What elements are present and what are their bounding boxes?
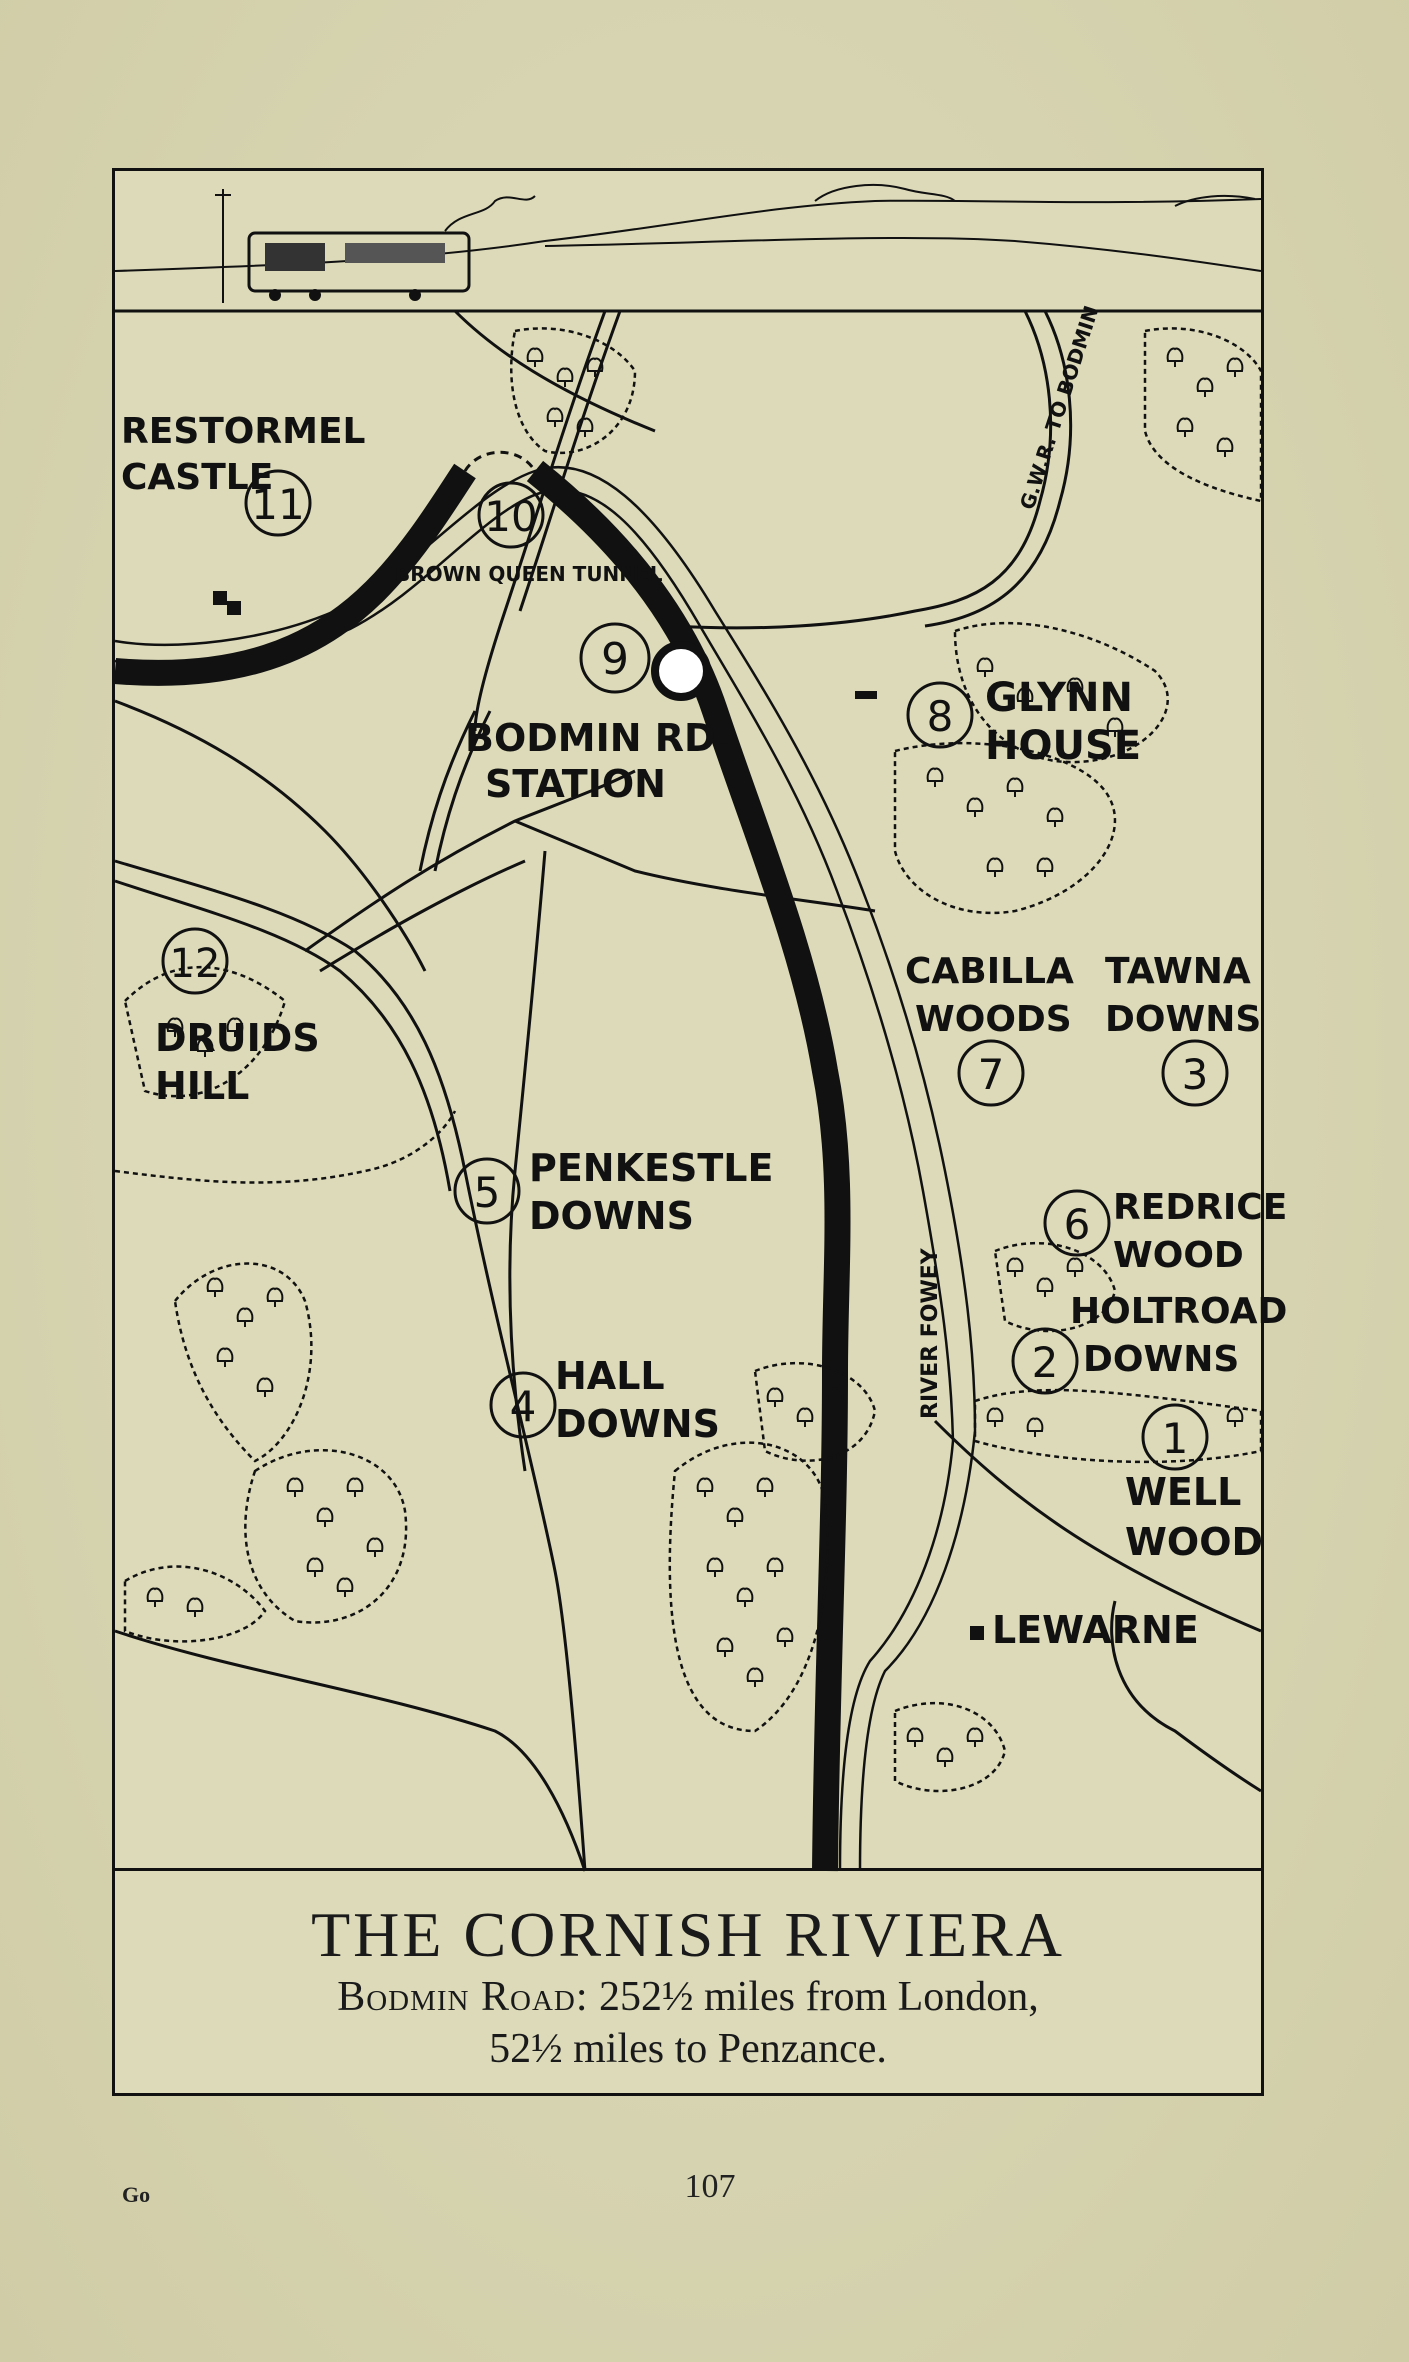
label-cabilla-2: WOODS	[915, 999, 1072, 1040]
marker-4: 4	[509, 1382, 537, 1431]
label-glynn-2: HOUSE	[985, 723, 1142, 769]
label-well-2: WOOD	[1125, 1520, 1264, 1564]
glynn-house-marker	[855, 691, 877, 699]
caption-distance-line	[112, 1971, 1264, 2023]
label-druids-1: DRUIDS	[155, 1016, 320, 1060]
marker-10: 10	[484, 492, 538, 541]
label-hall-2: DOWNS	[555, 1402, 720, 1446]
restormel-castle-marker-2	[227, 601, 241, 615]
marker-5: 5	[473, 1168, 501, 1217]
label-holtroad-1: HOLTROAD	[1070, 1291, 1288, 1332]
marker-3: 3	[1181, 1050, 1209, 1099]
lewarne-marker	[970, 1626, 984, 1640]
label-tawna-1: TAWNA	[1105, 951, 1251, 992]
marker-9: 9	[601, 634, 629, 685]
header-vignette	[115, 185, 1261, 311]
label-hall-1: HALL	[555, 1354, 665, 1398]
marker-7: 7	[977, 1050, 1005, 1099]
label-penkestle-1: PENKESTLE	[529, 1146, 774, 1190]
marker-12: 12	[169, 941, 221, 987]
marker-8: 8	[926, 692, 954, 741]
page-number: 107	[684, 2168, 736, 2205]
marker-1: 1	[1161, 1414, 1189, 1463]
signature-mark: Go	[122, 2182, 151, 2207]
label-glynn-1: GLYNN	[985, 675, 1134, 721]
label-restormel-1: RESTORMEL	[121, 411, 366, 452]
marker-2: 2	[1031, 1338, 1059, 1387]
marker-6: 6	[1063, 1200, 1091, 1249]
label-lewarne: LEWARNE	[992, 1608, 1199, 1652]
map-frame	[112, 168, 1288, 2096]
label-river-fowey: RIVER FOWEY	[918, 1248, 943, 1419]
map-illustration	[115, 171, 1288, 1871]
label-cabilla-1: CABILLA	[905, 951, 1074, 992]
bodmin-branch-railway	[675, 311, 1071, 628]
label-penkestle-2: DOWNS	[529, 1194, 694, 1238]
caption-distance-london: 252½ miles from London,	[599, 1974, 1039, 2020]
caption-station-name: Bodmin Road:	[337, 1974, 589, 2020]
map-caption	[112, 1868, 1264, 2096]
label-well-1: WELL	[1125, 1470, 1242, 1514]
label-bodmin-1: BODMIN RD.	[465, 716, 731, 760]
label-tunnel: BROWN QUEEN TUNNEL	[395, 562, 663, 586]
label-redrice-2: WOOD	[1113, 1235, 1244, 1276]
label-druids-2: HILL	[155, 1064, 250, 1108]
label-tawna-2: DOWNS	[1105, 999, 1262, 1040]
label-gwr-bodmin: G.W.R. TO BODMIN	[1014, 302, 1104, 513]
caption-distance-penzance: 52½ miles to Penzance.	[489, 2026, 887, 2072]
restormel-castle-marker	[213, 591, 227, 605]
label-restormel-2: CASTLE	[121, 457, 274, 498]
label-bodmin-2: STATION	[485, 762, 666, 806]
label-redrice-1: REDRICE	[1113, 1187, 1288, 1228]
label-holtroad-2: DOWNS	[1083, 1339, 1240, 1380]
caption-title: THE CORNISH RIVIERA	[311, 1899, 1065, 1970]
marker-11: 11	[251, 480, 305, 529]
